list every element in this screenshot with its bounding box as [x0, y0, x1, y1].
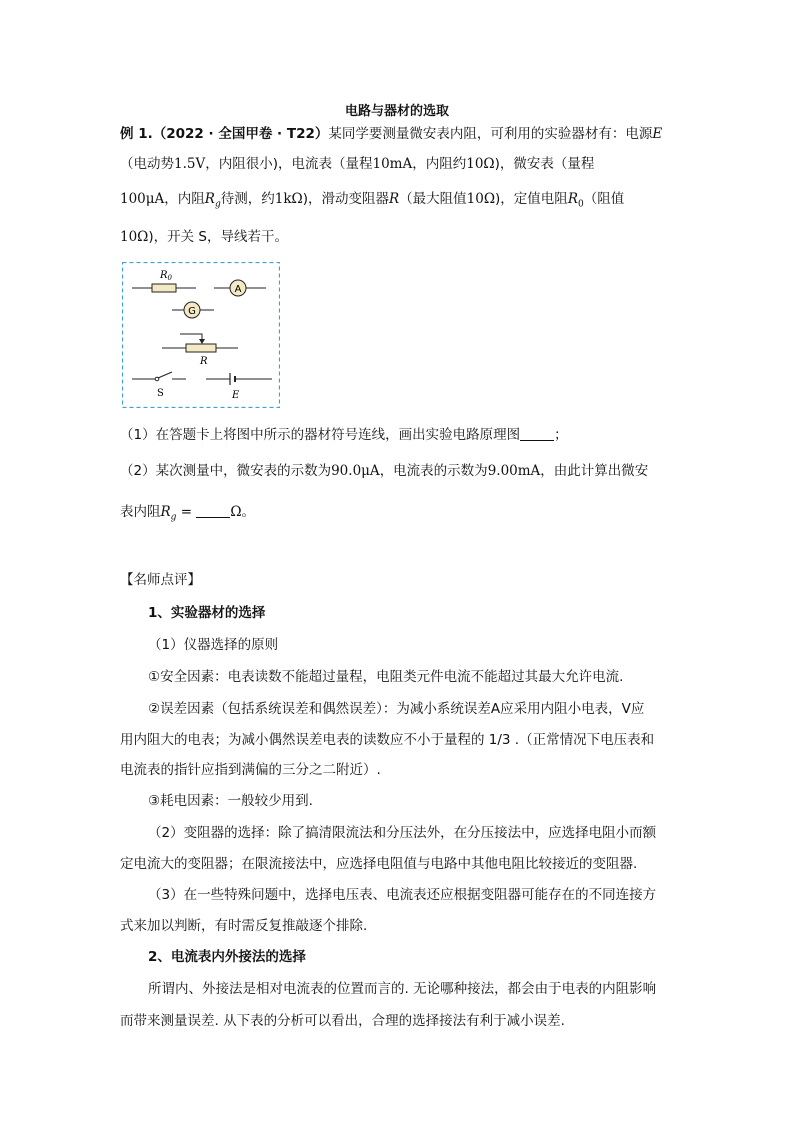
symbol-Rg: R: [160, 504, 171, 520]
section-2-heading: 2、电流表内外接法的选择: [148, 949, 306, 965]
question-2-text: （2）某次测量中，微安表的示数为: [120, 463, 332, 479]
rheostat-slider-arrow-icon: [199, 339, 205, 344]
r0-resistor-icon: [152, 284, 176, 292]
ammeter-range: 10mA: [372, 156, 413, 172]
symbol-R: R: [388, 191, 400, 207]
paragraph-connection-1: 所谓内、外接法是相对电流表的位置而言的. 无论哪种接法，都会由于电表的内阻影响: [148, 981, 657, 997]
microammeter-range: 100μA: [120, 191, 165, 207]
rheostat-slider-wire: [180, 334, 202, 342]
battery-label: E: [232, 390, 240, 401]
symbol-Rg: R: [204, 191, 215, 207]
example-text: ，内阻很小)，电流表（量程: [205, 156, 373, 172]
example-text: （电动势: [120, 156, 174, 172]
symbol-R0: R: [567, 191, 578, 207]
example-line-2: [120, 154, 680, 174]
example-text: )，微安表（量程: [494, 156, 595, 172]
rheostat-icon: [186, 344, 216, 352]
ammeter-label: A: [234, 284, 242, 295]
ammeter-reading: 9.00mA: [487, 463, 541, 479]
microammeter-reading: 90.0μA: [331, 463, 380, 479]
paragraph-rheostat-2: 定电流大的变阻器；在限流接法中，应选择电阻值与电路中其他电阻比较接近的变阻器.: [120, 856, 638, 872]
review-heading: 【名师点评】: [120, 572, 201, 588]
r0-label: $R_0$: [160, 270, 172, 282]
answer-blank-2[interactable]: [196, 503, 230, 518]
question-2-text: ，由此计算出微安: [540, 463, 649, 479]
switch-blade-icon: [158, 372, 172, 378]
paragraph-error-3: 电流表的指针应指到满偏的三分之二附近）.: [120, 762, 381, 778]
equals-sign: =: [180, 504, 193, 520]
example-text: （最大阻值: [399, 191, 467, 207]
symbol-R0-sub: 0: [577, 199, 584, 210]
example-source: （2022 · 全国甲卷 · T22）: [152, 126, 329, 142]
paragraph-safety: ①安全因素：电表读数不能超过量程，电阻类元件电流不能超过其最大允许电流.: [148, 669, 624, 685]
symbol-Rg-sub: g: [170, 512, 177, 523]
example-text: ，内阻约: [412, 156, 467, 172]
example-text: )，定值电阻: [495, 191, 568, 207]
paragraph-error-1: ②误差因素（包括系统误差和偶然误差）：为减小系统误差A应采用内阻小电表，V应: [148, 701, 645, 717]
paragraph-special-1: （3）在一些特殊问题中，选择电压表、电流表还应根据变阻器可能存在的不同连接方: [148, 887, 657, 903]
example-text: （阻值: [583, 191, 625, 207]
resistor-value: 10Ω: [120, 229, 149, 245]
example-text: )，滑动变阻器: [302, 191, 389, 207]
question-1-text: （1）在答题卡上将图中所示的器材符号连线，画出实验电路原理图: [120, 427, 521, 443]
paragraph-error-2: 用内阻大的电表；为减小偶然误差电表的读数应不小于量程的 1/3 .（正常情况下电压表和: [120, 732, 655, 748]
ammeter-resistance: 10Ω: [466, 156, 495, 172]
answer-blank-1[interactable]: [520, 426, 554, 441]
section-1-heading: 1、实验器材的选择: [148, 605, 266, 621]
microammeter-resistance: 1kΩ: [274, 191, 303, 207]
emf-value: 1.5V: [174, 156, 206, 172]
paragraph-special-2: 式来加以判断，有时需反复推敲逐个排除.: [120, 918, 368, 934]
question-1: [120, 425, 680, 445]
example-text: ，内阻: [164, 191, 205, 207]
example-line-1: [120, 124, 680, 144]
symbol-E: E: [652, 126, 663, 142]
question-2-text: ，电流表的示数为: [379, 463, 488, 479]
question-2-cont: [120, 502, 680, 528]
question-2: [120, 461, 680, 481]
question-2-text: 表内阻: [120, 504, 161, 520]
symbol-Rg-sub: g: [214, 199, 221, 210]
example-label: 例 1.: [120, 126, 153, 142]
example-line-4: [120, 227, 680, 247]
switch-label: S: [157, 388, 164, 399]
example-text: 某同学要测量微安表内阻，可利用的实验器材有：电源: [328, 126, 653, 142]
paragraph-rheostat-1: （2）变阻器的选择：除了搞清限流法和分压法外，在分压接法中，应选择电阻小而额: [148, 825, 657, 841]
rheostat-max: 10Ω: [466, 191, 496, 207]
example-text: )，开关 S，导线若干。: [148, 229, 289, 245]
section-1-1-heading: （1）仪器选择的原则: [148, 637, 279, 653]
galvanometer-label: G: [188, 306, 196, 317]
example-text: 待测，约: [220, 191, 275, 207]
example-line-3: [120, 189, 680, 215]
circuit-components-diagram: [122, 262, 280, 408]
question-1-end: ；: [554, 427, 568, 443]
rheostat-label: R: [200, 356, 208, 367]
ohm-unit: Ω。: [230, 504, 256, 520]
diagram-frame: [123, 263, 280, 408]
page-title: 电路与器材的选取: [344, 104, 449, 119]
paragraph-power: ③耗电因素：一般较少用到.: [148, 793, 313, 809]
paragraph-connection-2: 而带来测量误差. 从下表的分析可以看出，合理的选择接法有利于减小误差.: [120, 1013, 565, 1029]
